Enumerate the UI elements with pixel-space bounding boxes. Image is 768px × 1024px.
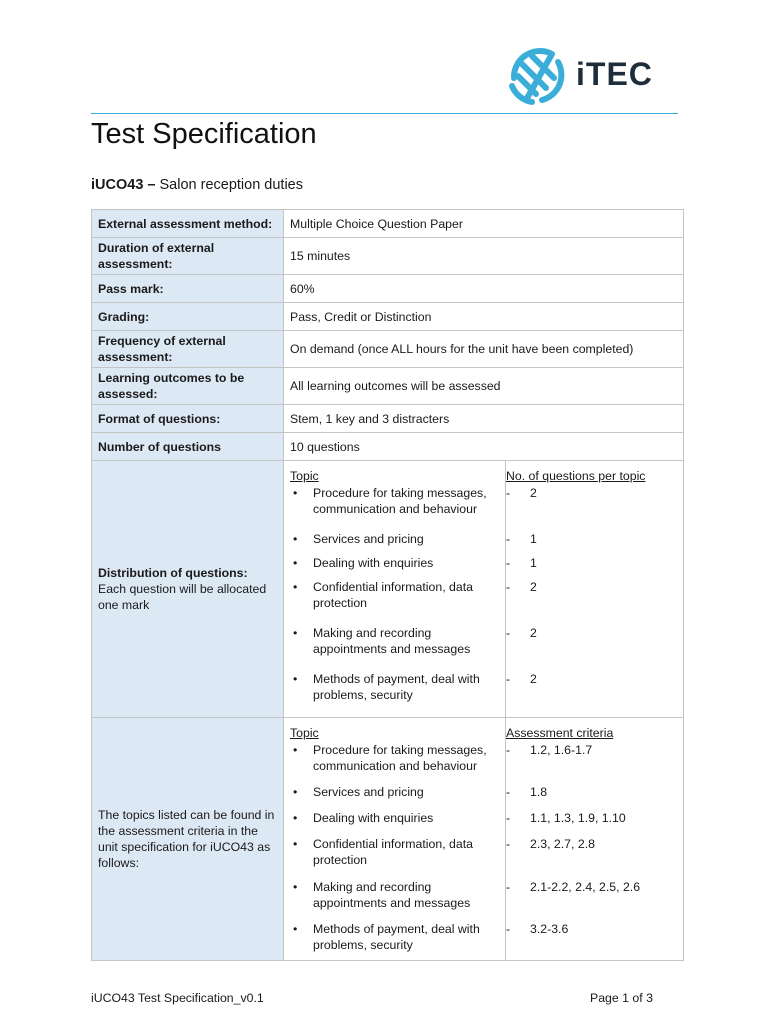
unit-subtitle: [91, 177, 303, 193]
row-value: 15 minutes: [284, 238, 684, 275]
criteria-header: [284, 718, 683, 742]
list-item: • Dealing with enquiries - 1: [284, 555, 683, 579]
criteria-list: [284, 718, 683, 960]
row-label: Grading:: [92, 303, 284, 331]
topic-text: Confidential information, data protection: [313, 837, 473, 867]
footer-page-number: Page 1 of 3: [590, 991, 653, 1005]
list-item: • Making and recording appointments and messages - 2.1-2.2, 2.4, 2.5, 2.6: [284, 879, 683, 921]
table-row: [92, 238, 684, 275]
topic-text: Procedure for taking messages, communication and behaviour: [313, 743, 487, 773]
list-item: • Services and pricing - 1.8: [284, 784, 683, 810]
table-row: [92, 303, 684, 331]
row-value: 10 questions: [284, 433, 684, 461]
list-item: • Dealing with enquiries - 1.1, 1.3, 1.9, 1.10: [284, 810, 683, 836]
distribution-list: [284, 461, 683, 717]
list-item: • Confidential information, data protection - 2: [284, 579, 683, 625]
topic-count: 2: [530, 486, 537, 500]
topic-count: 2: [530, 672, 537, 686]
distribution-cell: [284, 461, 684, 718]
unit-name: Salon reception duties: [159, 177, 304, 193]
table-row: [92, 405, 684, 433]
row-value: All learning outcomes will be assessed: [284, 368, 684, 405]
unit-code: iUCO43 –: [91, 177, 156, 193]
criteria-value: 2.3, 2.7, 2.8: [530, 837, 595, 851]
topic-text: Dealing with enquiries: [313, 556, 434, 570]
topic-text: Making and recording appointments and messages: [313, 880, 471, 910]
row-value: Stem, 1 key and 3 distracters: [284, 405, 684, 433]
criteria-value: 1.8: [530, 785, 548, 799]
list-item: • Confidential information, data protection - 2.3, 2.7, 2.8: [284, 836, 683, 879]
list-item: • Procedure for taking messages, communication and behaviour - 2: [284, 485, 683, 531]
row-value: Pass, Credit or Distinction: [284, 303, 684, 331]
topic-text: Services and pricing: [313, 785, 424, 799]
list-item: • Making and recording appointments and messages - 2: [284, 625, 683, 671]
topic-text: Procedure for taking messages, communication and behaviour: [313, 486, 487, 516]
spec-table: [91, 209, 684, 961]
row-value: Multiple Choice Question Paper: [284, 210, 684, 238]
criteria-row: [92, 718, 684, 961]
criteria-header-label: Assessment criteria: [506, 726, 614, 740]
topic-text: Making and recording appointments and messages: [313, 626, 471, 656]
row-label: Format of questions:: [92, 405, 284, 433]
header-rule: [91, 113, 678, 114]
topic-text: Dealing with enquiries: [313, 811, 434, 825]
distribution-label-note: Each question will be allocated one mark: [98, 582, 267, 612]
row-label: Duration of external assessment:: [92, 238, 284, 275]
row-label: Number of questions: [92, 433, 284, 461]
topic-count: 1: [530, 532, 537, 546]
criteria-value: 3.2-3.6: [530, 922, 569, 936]
page-title: Test Specification: [91, 118, 317, 150]
topic-count: 2: [530, 580, 537, 594]
table-row: [92, 331, 684, 368]
topic-text: Services and pricing: [313, 532, 424, 546]
list-item: • Procedure for taking messages, communication and behaviour - 1.2, 1.6-1.7: [284, 742, 683, 784]
count-header: No. of questions per topic: [506, 469, 646, 483]
table-row: [92, 210, 684, 238]
criteria-value: 1.1, 1.3, 1.9, 1.10: [530, 811, 626, 825]
topic-text: Confidential information, data protection: [313, 580, 473, 610]
topic-header: Topic: [290, 469, 319, 483]
table-row: [92, 368, 684, 405]
topic-text: Methods of payment, deal with problems, security: [313, 672, 480, 702]
row-value: 60%: [284, 275, 684, 303]
criteria-value: 1.2, 1.6-1.7: [530, 743, 593, 757]
table-row: [92, 275, 684, 303]
row-label: Frequency of external assessment:: [92, 331, 284, 368]
criteria-label: The topics listed can be found in the assessment criteria in the unit specification for iUCO43 as follows:: [92, 718, 284, 961]
row-value: On demand (once ALL hours for the unit have been completed): [284, 331, 684, 368]
table-row: [92, 433, 684, 461]
criteria-cell: [284, 718, 684, 961]
distribution-row: [92, 461, 684, 718]
topic-count: 2: [530, 626, 537, 640]
list-item: • Methods of payment, deal with problems, security - 3.2-3.6: [284, 921, 683, 959]
list-item: • Services and pricing - 1: [284, 531, 683, 555]
row-label: External assessment method:: [92, 210, 284, 238]
list-item: • Methods of payment, deal with problems, security - 2: [284, 671, 683, 711]
footer-document-name: iUCO43 Test Specification_v0.1: [91, 991, 264, 1005]
topic-text: Methods of payment, deal with problems, security: [313, 922, 480, 952]
row-label: Pass mark:: [92, 275, 284, 303]
topic-header: Topic: [290, 726, 319, 740]
distribution-label: [92, 461, 284, 718]
brand-name: iTEC: [576, 56, 653, 92]
topic-count: 1: [530, 556, 537, 570]
itec-logo: [502, 38, 682, 118]
criteria-value: 2.1-2.2, 2.4, 2.5, 2.6: [530, 880, 641, 894]
distribution-header: [284, 461, 683, 485]
row-label: Learning outcomes to be assessed:: [92, 368, 284, 405]
distribution-label-title: Distribution of questions:: [98, 566, 248, 580]
globe-icon: [502, 38, 682, 118]
